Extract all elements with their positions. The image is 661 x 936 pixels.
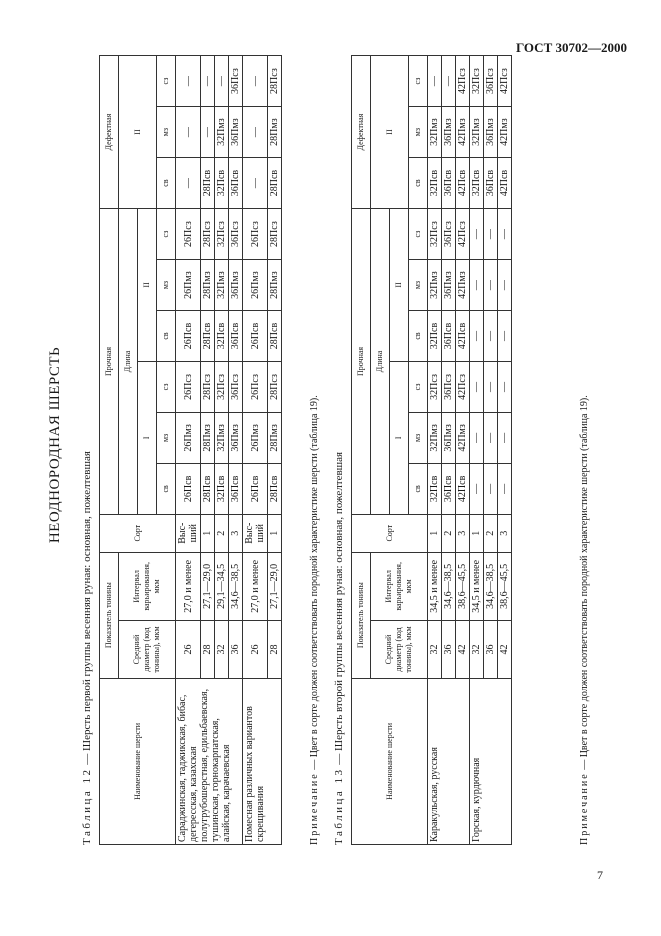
class-code-cell: — <box>428 56 442 107</box>
class-code-cell: 32Псв <box>470 158 484 209</box>
class-code-cell: 26Псз <box>176 209 201 260</box>
class-code-cell: 36Псз <box>229 361 243 412</box>
grade-cell: Выс-ший <box>243 514 268 552</box>
col-mz-header: мз <box>157 107 176 158</box>
col-defective-II-header: II <box>371 56 409 209</box>
class-code-cell: 36Псв <box>484 158 498 209</box>
table13-note-text: — Цвет в сорте должен соответствовать породной характеристике шерсти (таблица 19). <box>579 395 590 773</box>
avg-diameter-cell: 26 <box>176 621 201 679</box>
page-number: 7 <box>597 868 603 882</box>
class-code-cell: — <box>498 311 512 362</box>
col-length-header: Длина <box>371 209 390 515</box>
class-code-cell: 32Псз <box>428 361 442 412</box>
class-code-cell: 42Псв <box>498 158 512 209</box>
class-code-cell: 36Псв <box>229 463 243 514</box>
wool-name-cell: Каракульская, русская <box>428 678 470 844</box>
class-code-cell: 42Пмз <box>456 107 470 158</box>
col-length-header: Длина <box>119 209 138 515</box>
grade-cell: 3 <box>456 514 470 552</box>
class-code-cell: 42Псв <box>456 463 470 514</box>
grade-cell: 2 <box>442 514 456 552</box>
table13-note-label: Примечание <box>579 772 590 845</box>
table13-note <box>579 395 590 845</box>
class-code-cell: 36Псз <box>442 209 456 260</box>
col-name-header: Наименование шерсти <box>352 678 428 844</box>
class-code-cell: 36Псв <box>442 158 456 209</box>
class-code-cell: 26Пмз <box>243 260 268 311</box>
avg-diameter-cell: 42 <box>498 621 512 679</box>
class-code-cell: 26Псз <box>243 209 268 260</box>
class-code-cell: — <box>243 158 268 209</box>
table12-caption <box>81 451 93 845</box>
interval-cell: 38,6—45,5 <box>498 552 512 621</box>
grade-cell: 3 <box>229 514 243 552</box>
class-code-cell: 28Пмз <box>268 107 282 158</box>
col-avg-diameter-header: Средний диаметр (код тонины), мкм <box>371 621 428 679</box>
class-code-cell: 36Псв <box>229 311 243 362</box>
class-code-cell: 36Пмз <box>484 107 498 158</box>
class-code-cell: 36Псв <box>442 311 456 362</box>
class-code-cell: 32Псз <box>215 361 229 412</box>
class-code-cell: — <box>470 260 484 311</box>
class-code-cell: — <box>470 412 484 463</box>
interval-cell: 34,6—38,5 <box>442 552 456 621</box>
class-code-cell: 26Псв <box>176 311 201 362</box>
col-interval-header: Интервал варьирования, мкм <box>119 552 176 621</box>
interval-cell: 34,6—38,5 <box>229 552 243 621</box>
col-defective-header: Дефектная <box>100 56 119 209</box>
interval-cell: 29,1—34,5 <box>215 552 229 621</box>
col-sv-header: св <box>409 311 428 362</box>
grade-cell: 3 <box>498 514 512 552</box>
class-code-cell: 42Псв <box>456 311 470 362</box>
table12-note <box>309 395 320 845</box>
interval-cell: 27,1—29,0 <box>268 552 282 621</box>
col-defective-II-header: II <box>119 56 157 209</box>
class-code-cell: 28Псз <box>201 209 215 260</box>
col-grade-header: Сорт <box>100 514 176 552</box>
class-code-cell: 42Псв <box>456 158 470 209</box>
class-code-cell: 42Пмз <box>456 260 470 311</box>
class-code-cell: — <box>176 107 201 158</box>
col-sz-header: сз <box>409 209 428 260</box>
avg-diameter-cell: 28 <box>268 621 282 679</box>
class-code-cell: — <box>470 463 484 514</box>
class-code-cell: — <box>176 56 201 107</box>
class-code-cell: — <box>243 107 268 158</box>
avg-diameter-cell: 32 <box>215 621 229 679</box>
table-row <box>470 56 484 845</box>
grade-cell: 1 <box>428 514 442 552</box>
class-code-cell: — <box>201 107 215 158</box>
class-code-cell: 32Псз <box>470 56 484 107</box>
table12-caption-label: Таблица 12 <box>81 767 93 845</box>
interval-cell: 38,6—45,5 <box>456 552 470 621</box>
table12-caption-text: — Шерсть первой группы весенняя руная: основная, пожелтевшая <box>81 451 93 768</box>
col-mz-header: мз <box>157 260 176 311</box>
section-title: НЕОДНОРОДНАЯ ШЕРСТЬ <box>47 346 63 544</box>
col-sz-header: сз <box>157 209 176 260</box>
class-code-cell: 28Пмз <box>201 412 215 463</box>
class-code-cell: 32Псв <box>215 158 229 209</box>
class-code-cell: 26Псз <box>176 361 201 412</box>
interval-cell: 27,1—29,0 <box>201 552 215 621</box>
class-code-cell: — <box>484 311 498 362</box>
grade-cell: 1 <box>201 514 215 552</box>
col-sz-header: сз <box>409 56 428 107</box>
class-code-cell: 42Псз <box>456 209 470 260</box>
table12-note-text: — Цвет в сорте должен соответствовать породной характеристике шерсти (таблица 19). <box>309 395 320 773</box>
table13-caption-text: — Шерсть второй группы весенняя руная: основная, пожелтевшая <box>333 451 345 768</box>
interval-cell: 34,6—38,5 <box>484 552 498 621</box>
class-code-cell: 28Псз <box>268 361 282 412</box>
class-code-cell: 32Псв <box>215 463 229 514</box>
class-code-cell: 32Псз <box>215 209 229 260</box>
avg-diameter-cell: 28 <box>201 621 215 679</box>
class-code-cell: 28Псз <box>201 361 215 412</box>
class-code-cell: 28Псв <box>268 311 282 362</box>
col-sz-header: сз <box>409 361 428 412</box>
col-fineness-header: Показатель тонины <box>100 552 119 678</box>
class-code-cell: — <box>484 412 498 463</box>
class-code-cell: 32Пмз <box>215 260 229 311</box>
avg-diameter-cell: 42 <box>456 621 470 679</box>
class-code-cell: 32Пмз <box>215 412 229 463</box>
class-code-cell: — <box>484 260 498 311</box>
interval-cell: 34,5 и менее <box>470 552 484 621</box>
grade-cell: 2 <box>484 514 498 552</box>
class-code-cell: — <box>484 209 498 260</box>
avg-diameter-cell: 36 <box>484 621 498 679</box>
class-code-cell: 32Пмз <box>215 107 229 158</box>
table13 <box>351 55 512 845</box>
class-code-cell: 28Псв <box>201 463 215 514</box>
class-code-cell: 32Псв <box>428 311 442 362</box>
class-code-cell: — <box>498 361 512 412</box>
table13-caption-label: Таблица 13 <box>333 767 345 845</box>
table-row <box>428 56 442 845</box>
class-code-cell: 32Псз <box>428 209 442 260</box>
class-code-cell: 36Псз <box>229 209 243 260</box>
class-code-cell: 42Пмз <box>456 412 470 463</box>
table12-note-label: Примечание <box>309 772 320 845</box>
col-name-header: Наименование шерсти <box>100 678 176 844</box>
class-code-cell: 26Псв <box>176 463 201 514</box>
avg-diameter-cell: 36 <box>229 621 243 679</box>
col-sv-header: св <box>409 463 428 514</box>
class-code-cell: 32Псв <box>428 158 442 209</box>
grade-cell: 2 <box>215 514 229 552</box>
avg-diameter-cell: 26 <box>243 621 268 679</box>
class-code-cell: 26Пмз <box>176 260 201 311</box>
grade-cell: 1 <box>268 514 282 552</box>
col-strong-header: Прочная <box>100 209 119 515</box>
col-interval-header: Интервал варьирования, мкм <box>371 552 428 621</box>
col-mz-header: мз <box>157 412 176 463</box>
class-code-cell: 32Пмз <box>470 107 484 158</box>
class-code-cell: — <box>498 463 512 514</box>
col-sv-header: св <box>409 158 428 209</box>
class-code-cell: 36Псв <box>442 463 456 514</box>
col-sz-header: сз <box>157 56 176 107</box>
col-sv-header: св <box>157 311 176 362</box>
class-code-cell: 32Пмз <box>428 412 442 463</box>
avg-diameter-cell: 32 <box>428 621 442 679</box>
class-code-cell: 28Псв <box>201 311 215 362</box>
class-code-cell: 32Пмз <box>428 260 442 311</box>
class-code-cell: 28Псз <box>268 56 282 107</box>
class-code-cell: — <box>470 311 484 362</box>
rotated-page-content <box>47 45 607 845</box>
grade-cell: 1 <box>470 514 484 552</box>
table-row <box>176 56 201 845</box>
col-sv-header: св <box>157 158 176 209</box>
class-code-cell: 42Пмз <box>498 107 512 158</box>
class-code-cell: 28Пмз <box>268 260 282 311</box>
col-fineness-header: Показатель тонины <box>352 552 371 678</box>
col-grade-header: Сорт <box>352 514 428 552</box>
wool-name-cell: Горская, курдючная <box>470 678 512 844</box>
table13-caption <box>333 452 345 845</box>
class-code-cell: 36Пмз <box>442 412 456 463</box>
class-code-cell: 26Псз <box>243 361 268 412</box>
wool-name-cell: Сараджинская, таджикская, бибас, дегересская, казахская полугрубошерстная, едильбаевская, тушинская, горнокарпатская, алайская, карачаевская <box>176 678 243 844</box>
col-strong-I-header: I <box>390 361 409 514</box>
class-code-cell: — <box>470 209 484 260</box>
class-code-cell: — <box>498 260 512 311</box>
col-strong-II-header: II <box>390 209 409 362</box>
col-mz-header: мз <box>409 412 428 463</box>
class-code-cell: 36Пмз <box>229 412 243 463</box>
grade-cell: Выс-ший <box>176 514 201 552</box>
class-code-cell: — <box>243 56 268 107</box>
class-code-cell: — <box>215 56 229 107</box>
col-sz-header: сз <box>157 361 176 412</box>
interval-cell: 34,5 и менее <box>428 552 442 621</box>
class-code-cell: 36Псз <box>229 56 243 107</box>
class-code-cell: 42Псз <box>498 56 512 107</box>
class-code-cell: 32Пмз <box>428 107 442 158</box>
interval-cell: 27,0 и менее <box>243 552 268 621</box>
class-code-cell: 36Пмз <box>229 260 243 311</box>
class-code-cell: 26Псв <box>243 463 268 514</box>
class-code-cell: 36Пмз <box>229 107 243 158</box>
class-code-cell: 28Псв <box>268 463 282 514</box>
col-mz-header: мз <box>409 260 428 311</box>
col-mz-header: мз <box>409 107 428 158</box>
col-sv-header: св <box>157 463 176 514</box>
class-code-cell: 28Пмз <box>201 260 215 311</box>
class-code-cell: 36Пмз <box>442 260 456 311</box>
class-code-cell: — <box>484 361 498 412</box>
class-code-cell: 42Псз <box>456 361 470 412</box>
class-code-cell: 28Псз <box>268 209 282 260</box>
class-code-cell: 28Псв <box>268 158 282 209</box>
class-code-cell: 28Псв <box>201 158 215 209</box>
class-code-cell: — <box>498 412 512 463</box>
class-code-cell: — <box>176 158 201 209</box>
class-code-cell: 32Псв <box>215 311 229 362</box>
class-code-cell: 26Пмз <box>243 412 268 463</box>
class-code-cell: — <box>498 209 512 260</box>
avg-diameter-cell: 36 <box>442 621 456 679</box>
class-code-cell: 36Псв <box>229 158 243 209</box>
class-code-cell: 26Псв <box>243 311 268 362</box>
col-strong-II-header: II <box>138 209 157 362</box>
class-code-cell: — <box>470 361 484 412</box>
class-code-cell: 36Псз <box>484 56 498 107</box>
class-code-cell: 32Псв <box>428 463 442 514</box>
class-code-cell: 42Псз <box>456 56 470 107</box>
class-code-cell: — <box>442 56 456 107</box>
wool-name-cell: Помесная различных вариантов скрещивания <box>243 678 282 844</box>
table12 <box>99 55 282 845</box>
col-defective-header: Дефектная <box>352 56 371 209</box>
col-strong-I-header: I <box>138 361 157 514</box>
class-code-cell: 28Пмз <box>268 412 282 463</box>
class-code-cell: 26Пмз <box>176 412 201 463</box>
class-code-cell: — <box>201 56 215 107</box>
col-strong-header: Прочная <box>352 209 371 515</box>
class-code-cell: 36Псз <box>442 361 456 412</box>
interval-cell: 27,0 и менее <box>176 552 201 621</box>
col-avg-diameter-header: Средний диаметр (код тонины), мкм <box>119 621 176 679</box>
avg-diameter-cell: 32 <box>470 621 484 679</box>
document-header: ГОСТ 30702—2000 <box>515 40 627 55</box>
table-row <box>243 56 268 845</box>
class-code-cell: 36Пмз <box>442 107 456 158</box>
class-code-cell: — <box>484 463 498 514</box>
